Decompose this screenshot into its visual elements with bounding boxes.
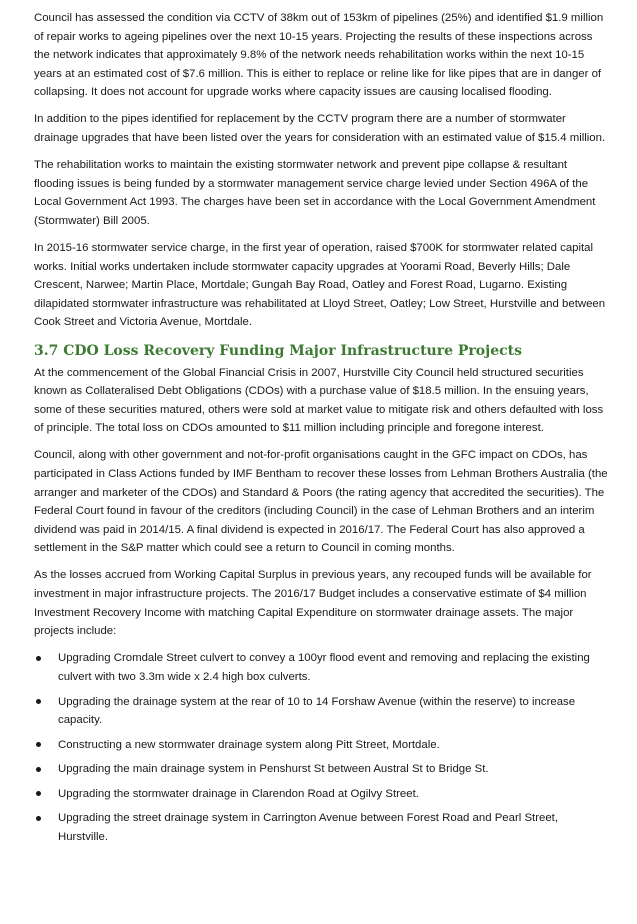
list-item-text: Upgrading the street drainage system in Carrington Avenue between Forest Road and Pearl Street, Hurstville.: [58, 812, 559, 844]
body-paragraph: Council has assessed the condition via CCTV of 38km out of 153km of pipelines (25%) and identified $1.9 million of repair works to ageing pipelines over the next 10-15 years. Projecting the results of these inspections across the network indicates that approximately 9.8% of the network needs rehabilitation works within the next 10-15 years at an estimated cost of $7.6 million. This is either to replace or reline like for like pipes that are in danger of collapsing. It does not account for upgrade works where capacity issues are causing localised flooding.: [34, 12, 604, 99]
projects-list: [34, 649, 610, 846]
bullet-icon: [36, 699, 41, 704]
section-paragraph: As the losses accrued from Working Capital Surplus in previous years, any recouped funds will be available for investment in major infrastructure projects. The 2016/17 Budget includes a conservative estimate of $4 million Investment Recovery Income with matching Capital Expenditure on stormwater drainage assets. The major projects include:: [34, 569, 592, 638]
body-paragraph: In addition to the pipes identified for replacement by the CCTV program there are a number of stormwater drainage upgrades that have been listed over the years for consideration with an estimated value of $15.4 million.: [34, 113, 606, 145]
list-item: [34, 809, 610, 846]
list-item: [34, 736, 610, 755]
bullet-icon: [36, 816, 41, 821]
section-paragraph: At the commencement of the Global Financial Crisis in 2007, Hurstville City Council held structured securities known as Collateralised Debt Obligations (CDOs) with a purchase value of $18.5 million. In the ensuing years, some of these securities matured, others were sold at market value to mitigate risk and others defaulted with loss of principle. The total loss on CDOs amounted to $11 million including principle and foregone interest.: [34, 366, 604, 435]
list-item: [34, 693, 610, 730]
list-item: [34, 785, 610, 804]
list-item-text: Upgrading Cromdale Street culvert to convey a 100yr flood event and removing and replacing the existing culvert with two 3.3m wide x 2.4 high box culverts.: [58, 652, 590, 683]
list-item-text: Upgrading the main drainage system in Penshurst St between Austral St to Bridge St.: [58, 763, 489, 776]
bullet-icon: [36, 767, 41, 772]
section-paragraph: Council, along with other government and not-for-profit organisations caught in the GFC impact on CDOs, has participated in Class Actions funded by IMF Bentham to recover these losses from Lehman Brothers Australia (the arranger and marketer of the CDOs) and Standard & Poors (the rating agency that accredited the securities). The Federal Court found in favour of the creditors (including Council) in the case of Lehman Brothers and an interim dividend was paid in 2014/15. A final dividend is expected in 2016/17. The Federal Court has also approved a settlement in the S&P matter which could see a return to Council in coming months.: [34, 449, 608, 555]
document-page: [34, 9, 610, 853]
list-item-text: Upgrading the stormwater drainage in Clarendon Road at Ogilvy Street.: [58, 787, 419, 800]
list-item-text: Upgrading the drainage system at the rear of 10 to 14 Forshaw Avenue (within the reserve) to increase capacity.: [58, 695, 576, 727]
section-heading: 3.7 CDO Loss Recovery Funding Major Infrastructure Projects: [34, 342, 522, 359]
body-paragraph: In 2015-16 stormwater service charge, in the first year of operation, raised $700K for stormwater related capital works. Initial works undertaken include stormwater capacity upgrades at Yoorami Road, Beverly Hills; Dale Crescent, Narwee; Martin Place, Mortdale; Gungah Bay Road, Oatley and Forest Road, Lugarno. Existing dilapidated stormwater infrastructure was rehabilitated at Lloyd Street, Oatley; Low Street, Hurstville and between Cook Street and Victoria Avenue, Mortdale.: [34, 242, 606, 329]
list-item: [34, 760, 610, 779]
body-paragraph: The rehabilitation works to maintain the existing stormwater network and prevent pipe collapse & resultant flooding issues is being funded by a stormwater management service charge levied under Section 496A of the Local Government Act 1993. The charges have been set in accordance with the Local Government Amendment (Stormwater) Bill 2005.: [34, 159, 596, 227]
list-item: [34, 649, 610, 686]
bullet-icon: [36, 656, 41, 661]
list-item-text: Constructing a new stormwater drainage system along Pitt Street, Mortdale.: [58, 738, 440, 751]
bullet-icon: [36, 791, 41, 796]
bullet-icon: [36, 742, 41, 747]
